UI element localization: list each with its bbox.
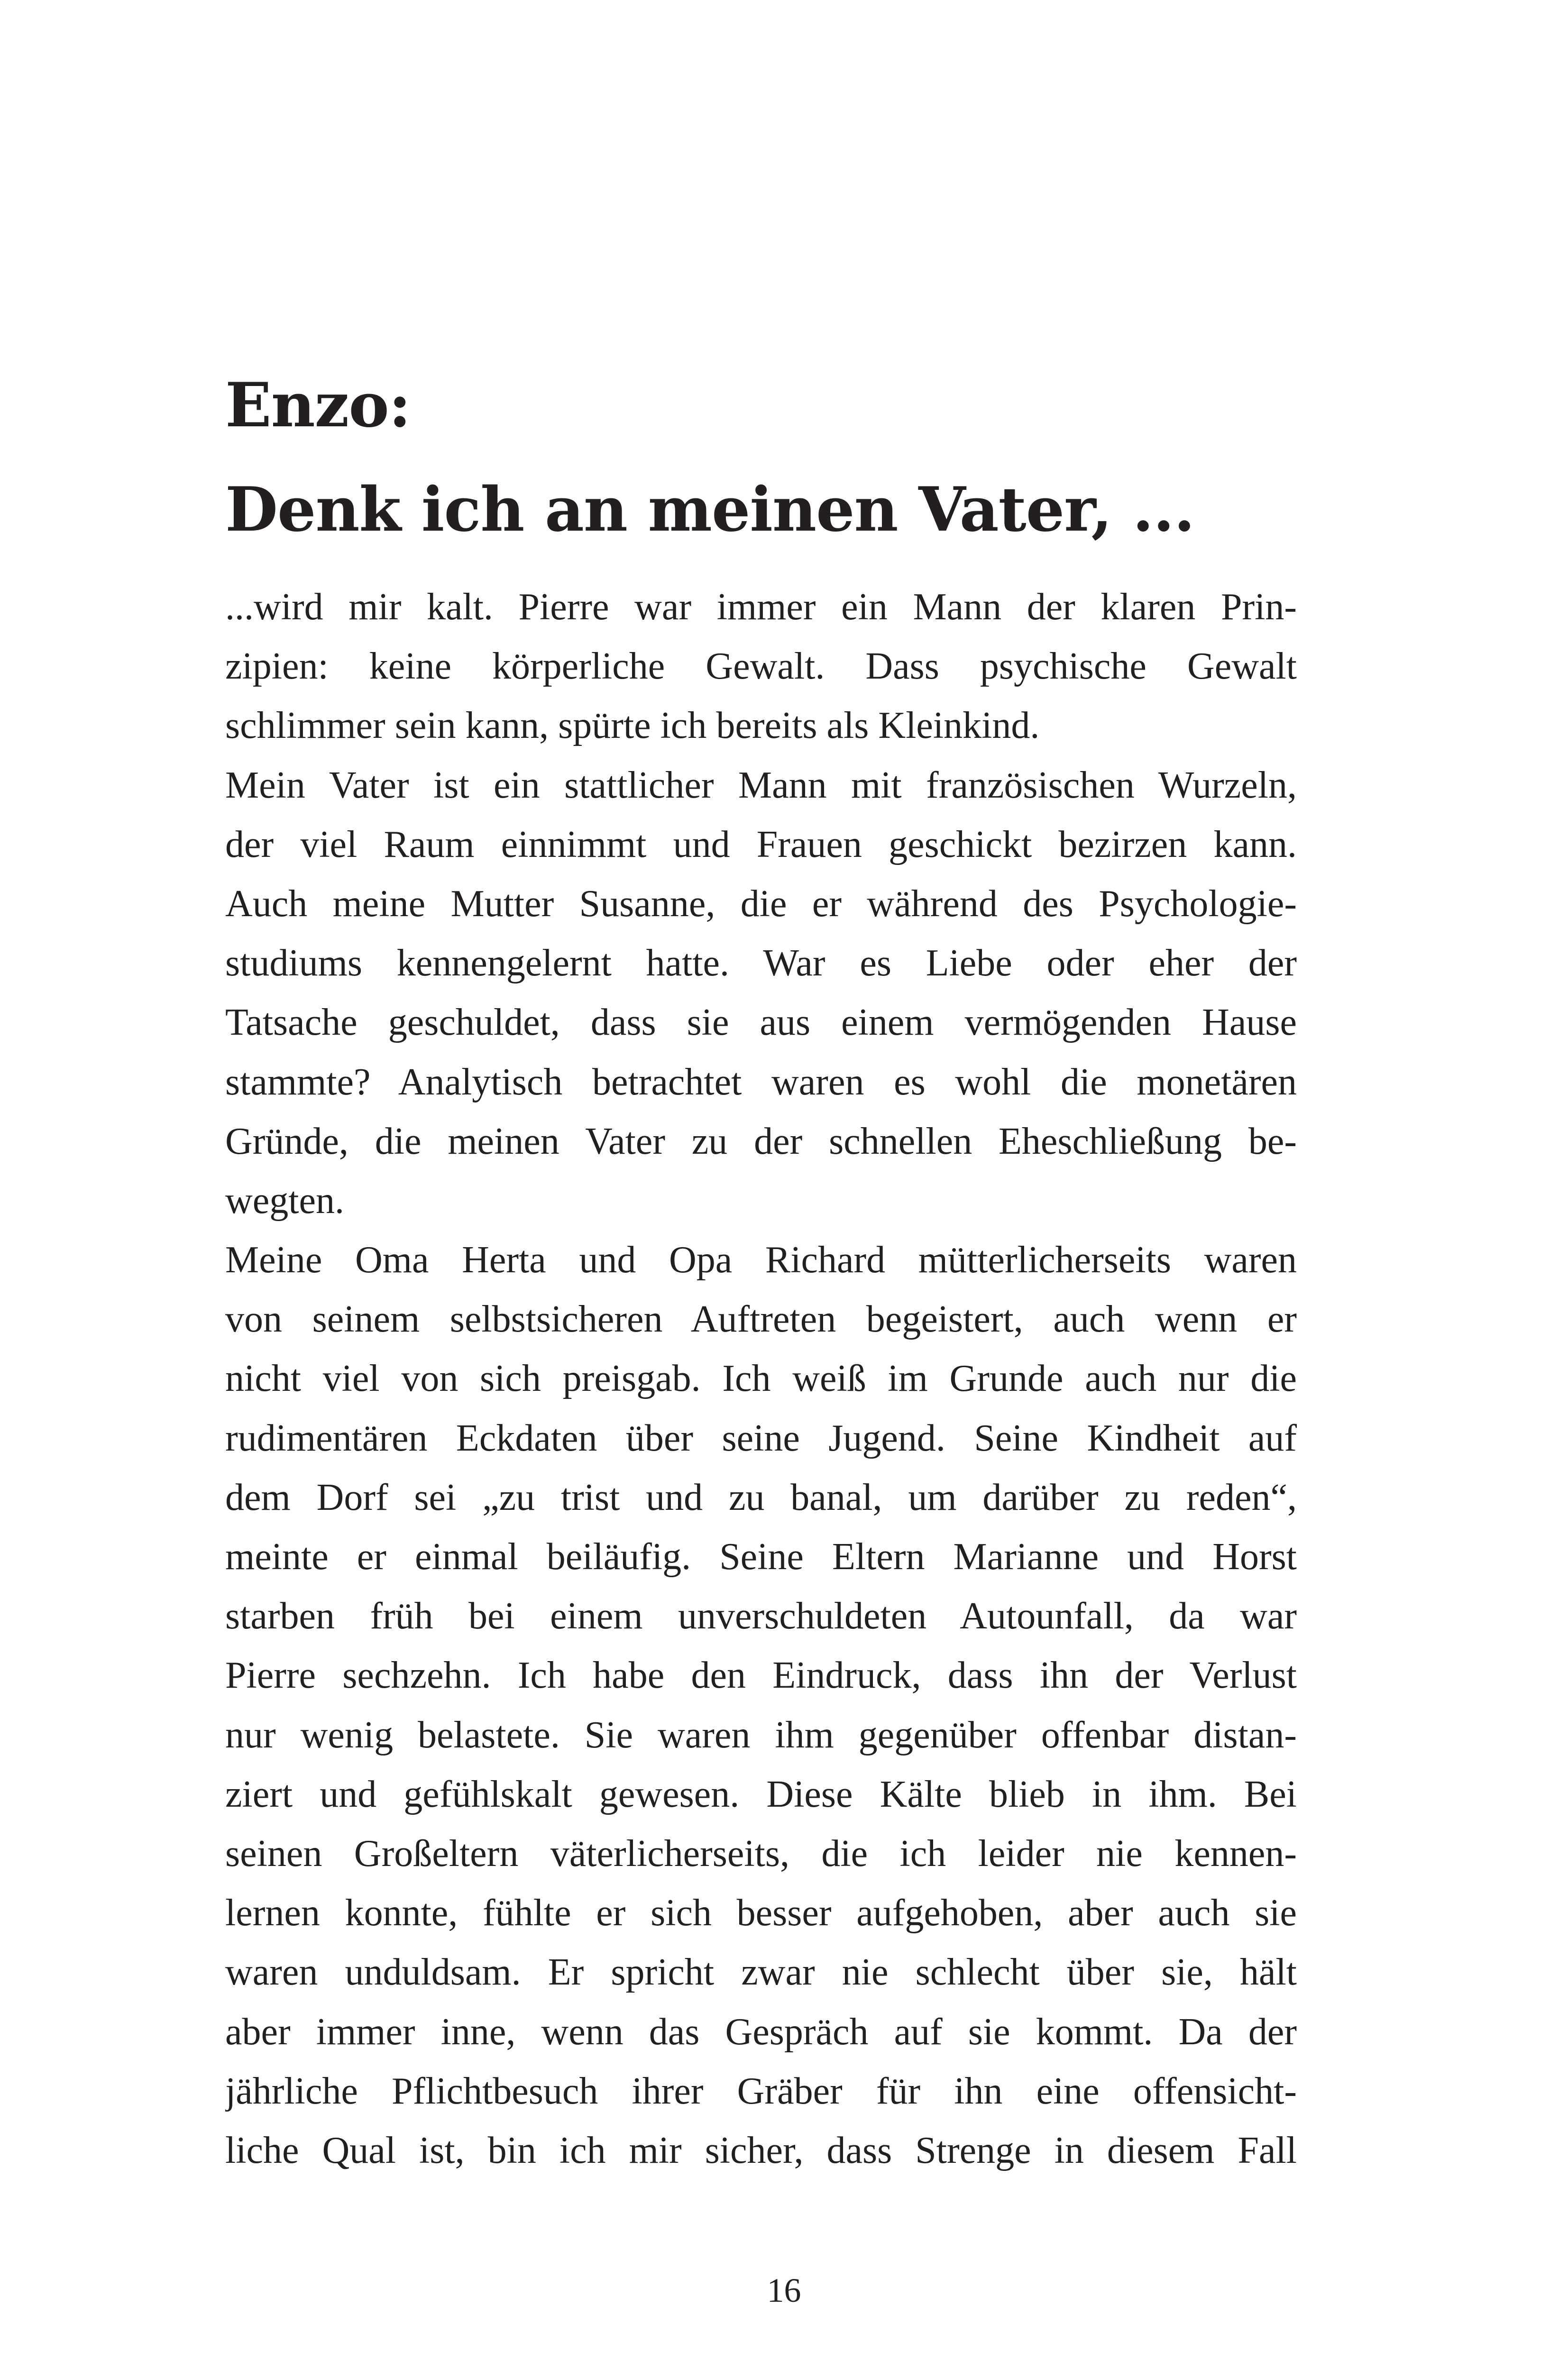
body-line: liche Qual ist, bin ich mir sicher, dass Strenge in diesem Fall	[225, 2129, 1297, 2171]
body-line: rudimentären Eckdaten über seine Jugend. Seine Kindheit auf	[225, 1417, 1297, 1459]
body-line: dem Dorf sei „zu trist und zu banal, um darüber zu reden“,	[225, 1476, 1297, 1518]
body-line: zipien: keine körperliche Gewalt. Dass psychische Gewalt	[225, 645, 1297, 688]
body-text	[225, 578, 1297, 2180]
body-line: schlimmer sein kann, spürte ich bereits als Kleinkind.	[225, 705, 1040, 747]
body-line: der viel Raum einnimmt und Frauen geschickt bezirzen kann.	[225, 823, 1297, 865]
body-line: jährliche Pflichtbesuch ihrer Gräber für ihn eine offensicht-	[225, 2070, 1297, 2112]
body-line: ...wird mir kalt. Pierre war immer ein Mann der klaren Prin-	[225, 586, 1297, 628]
page-number: 16	[767, 2271, 801, 2309]
body-line: stammte? Analytisch betrachtet waren es wohl die monetären	[225, 1061, 1297, 1103]
body-line: seinen Großeltern väterlicherseits, die ich leider nie kennen-	[225, 1832, 1297, 1875]
body-line: meinte er einmal beiläufig. Seine Eltern Marianne und Horst	[225, 1536, 1297, 1578]
body-line: aber immer inne, wenn das Gespräch auf sie kommt. Da der	[225, 2011, 1297, 2053]
body-line: Pierre sechzehn. Ich habe den Eindruck, dass ihn der Verlust	[225, 1654, 1297, 1697]
chapter-heading	[225, 353, 1363, 562]
body-line: starben früh bei einem unverschuldeten Autounfall, da war	[225, 1595, 1297, 1637]
body-line: Mein Vater ist ein stattlicher Mann mit französischen Wurzeln,	[225, 764, 1297, 806]
body-line: Gründe, die meinen Vater zu der schnellen Eheschließung be-	[225, 1120, 1297, 1162]
body-line: studiums kennengelernt hatte. War es Liebe oder eher der	[225, 942, 1297, 984]
body-line: nur wenig belastete. Sie waren ihm gegenüber offenbar distan-	[225, 1714, 1297, 1756]
body-line: von seinem selbstsicheren Auftreten begeistert, auch wenn er	[225, 1298, 1297, 1341]
body-line: Tatsache geschuldet, dass sie aus einem vermögenden Hause	[225, 1002, 1297, 1044]
body-line: waren unduldsam. Er spricht zwar nie schlecht über sie, hält	[225, 1951, 1297, 1994]
body-line: lernen konnte, fühlte er sich besser aufgehoben, aber auch sie	[225, 1892, 1297, 1934]
body-line: nicht viel von sich preisgab. Ich weiß im Grunde auch nur die	[225, 1358, 1297, 1400]
chapter-heading-line-2: Denk ich an meinen Vater, ...	[225, 474, 1195, 545]
body-line: ziert und gefühlskalt gewesen. Diese Kälte blieb in ihm. Bei	[225, 1773, 1297, 1815]
body-line: Meine Oma Herta und Opa Richard mütterlicherseits waren	[225, 1239, 1297, 1281]
body-line: Auch meine Mutter Susanne, die er während des Psychologie-	[225, 882, 1297, 925]
chapter-heading-line-1: Enzo:	[225, 370, 411, 441]
body-line: wegten.	[225, 1179, 345, 1222]
